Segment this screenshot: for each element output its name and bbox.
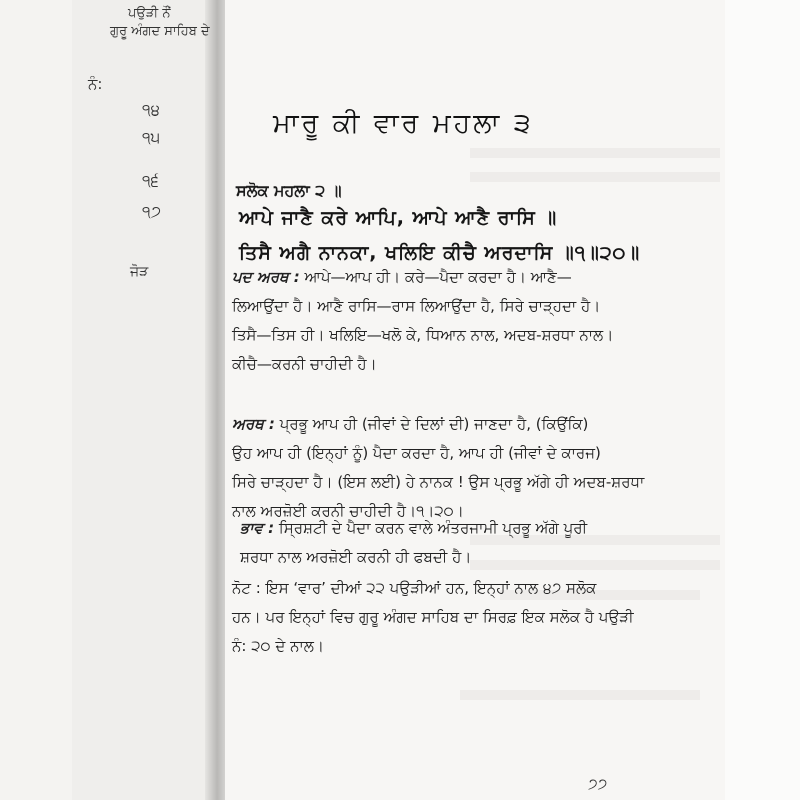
pad-arth-label: ਪਦ ਅਰਥ : [232, 268, 300, 286]
pad-arth-line: ਲਿਆਉਂਦਾ ਹੈ। ਆਣੈ ਰਾਸਿ—ਰਾਸ ਲਿਆਉਂਦਾ ਹੈ, ਸਿਰੇ ਚਾੜ੍ਹਦਾ ਹੈ। [232, 297, 601, 315]
left-page-line: ਪਉੜੀ ਨੌਂ [128, 6, 171, 21]
pad-arth-section [232, 263, 672, 379]
arth-line: ਸਿਰੇ ਚਾੜ੍ਹਦਾ ਹੈ। (ਇਸ ਲਈ) ਹੇ ਨਾਨਕ ! ਉਸ ਪ੍ਰਭੂ ਅੱਗੇ ਹੀ ਅਦਬ-ਸ਼ਰਧਾ [232, 473, 645, 491]
note-label: ਨੋਟ : [232, 579, 261, 597]
page-title: ਮਾਰੂ ਕੀ ਵਾਰ ਮਹਲਾ ੩ [273, 108, 534, 139]
arth-line: ਨਾਲ ਅਰਜ਼ੋਈ ਕਰਨੀ ਚਾਹੀਦੀ ਹੈ।੧।੨੦। [232, 502, 464, 520]
left-page [72, 0, 222, 800]
verse-line: ਆਪੇ ਜਾਣੈ ਕਰੇ ਆਪਿ, ਆਪੇ ਆਣੈ ਰਾਸਿ ॥ [239, 207, 558, 229]
bleed-through-line [470, 172, 720, 182]
verse-line: ਤਿਸੈ ਅਗੈ ਨਾਨਕਾ, ਖਲਿਇ ਕੀਚੈ ਅਰਦਾਸਿ ॥੧॥੨੦॥ [239, 242, 641, 264]
left-page-line: ਗੁਰੂ ਅੰਗਦ ਸਾਹਿਬ ਦੇ [110, 24, 210, 39]
left-page-footer: ਜੋੜ [130, 264, 149, 280]
bhav-line: ਸ਼ਰਧਾ ਨਾਲ ਅਰਜ਼ੋਈ ਕਰਨੀ ਹੀ ਫਬਦੀ ਹੈ। [240, 548, 472, 566]
pad-arth-line: ਕੀਚੈ—ਕਰਨੀ ਚਾਹੀਦੀ ਹੈ। [232, 355, 377, 373]
bhav-label: ਭਾਵ : [240, 519, 275, 537]
left-page-number: ੧੭ [142, 202, 162, 221]
arth-line: ਉਹ ਆਪ ਹੀ (ਇਨ੍ਹਾਂ ਨੂੰ) ਪੈਦਾ ਕਰਦਾ ਹੈ, ਆਪ ਹੀ (ਜੀਵਾਂ ਦੇ ਕਾਰਜ) [232, 444, 601, 462]
note-line: ਨੰ: ੨੦ ਦੇ ਨਾਲ। [232, 637, 324, 655]
bhav-section [240, 514, 680, 572]
left-page-number: ੧੬ [142, 171, 159, 190]
pad-arth-line: ਤਿਸੈ—ਤਿਸ ਹੀ। ਖਲਿਇ—ਖਲੋ ਕੇ, ਧਿਆਨ ਨਾਲ, ਅਦਬ-ਸ਼ਰਧਾ ਨਾਲ। [232, 326, 614, 344]
note-line: ਹਨ। ਪਰ ਇਨ੍ਹਾਂ ਵਿਚ ਗੁਰੂ ਅੰਗਦ ਸਾਹਿਬ ਦਾ ਸਿਰਫ਼ ਇਕ ਸਲੋਕ ਹੈ ਪਉੜੀ [232, 608, 634, 626]
bleed-through-line [460, 690, 700, 700]
note-line: ਇਸ ‘ਵਾਰ’ ਦੀਆਂ ੨੨ ਪਉੜੀਆਂ ਹਨ, ਇਨ੍ਹਾਂ ਨਾਲ ੪੭ ਸਲੋਕ [265, 579, 597, 597]
bhav-line: ਸ੍ਰਿਸ਼ਟੀ ਦੇ ਪੈਦਾ ਕਰਨ ਵਾਲੇ ਅੰਤਰਜਾਮੀ ਪ੍ਰਭੂ ਅੱਗੇ ਪੂਰੀ [278, 519, 588, 537]
left-page-label: ਨੰ: [88, 75, 103, 93]
arth-line: ਪ੍ਰਭੂ ਆਪ ਹੀ (ਜੀਵਾਂ ਦੇ ਦਿਲਾਂ ਦੀ) ਜਾਣਦਾ ਹੈ, (ਕਿਉਂਕਿ) [279, 415, 589, 433]
shlok-label: ਸਲੋਕ ਮਹਲਾ ੨ ॥ [236, 181, 342, 200]
bleed-through-line [470, 148, 720, 158]
book-gutter [205, 0, 227, 800]
left-page-number: ੧੫ [142, 128, 161, 147]
arth-label: ਅਰਥ : [232, 415, 275, 433]
left-page-number: ੧੪ [142, 100, 160, 119]
page-number: ੭੭ [588, 775, 608, 793]
arth-section [232, 410, 672, 526]
page-edge [725, 0, 800, 800]
pad-arth-line: ਆਪੇ—ਆਪ ਹੀ। ਕਰੇ—ਪੈਦਾ ਕਰਦਾ ਹੈ। ਆਣੈ— [304, 268, 572, 286]
note-section [232, 574, 672, 661]
